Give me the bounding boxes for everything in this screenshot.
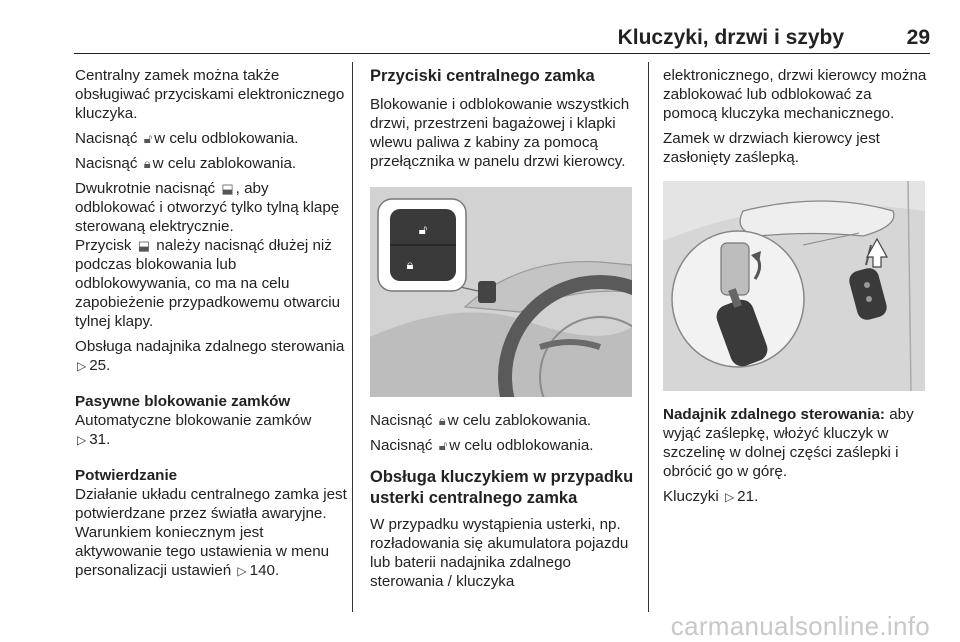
column-3 — [663, 66, 928, 513]
paragraph: Kluczyki ▷ 21. — [663, 488, 759, 505]
key-cover-removal-illustration — [663, 181, 925, 391]
section-title: Obsługa kluczykiem w przypadku usterki centralnego zamka — [370, 468, 634, 507]
paragraph: elektronicznego, drzwi kierowcy można zablokować lub odblokować za pomocą kluczyka mechanicznego. — [663, 67, 927, 122]
paragraph: Nacisnąć 🔒︎ w celu zablokowania. — [75, 155, 297, 172]
page-number: 29 — [906, 26, 930, 49]
reference-arrow-icon: ▷ — [77, 359, 87, 373]
section-title: Przyciski centralnego zamka — [370, 67, 595, 85]
header-rule — [74, 53, 930, 54]
paragraph: W przypadku wystąpienia usterki, np. rozładowania się akumulatora pojazdu lub baterii nadajnika zdalnego sterowania / kluczyka — [370, 516, 629, 590]
paragraph: Nadajnik zdalnego sterowania: aby wyjąć zaślepkę, włożyć kluczyk w szczelinę w dolnej części zaślepki i obrócić go w górę. — [663, 406, 914, 480]
page-reference[interactable]: 25. — [89, 357, 111, 374]
paragraph: Obsługa nadajnika zdalnego sterowania ▷ 25. — [75, 338, 345, 374]
paragraph: Dwukrotnie nacisnąć ⬓ , aby odblokować i otworzyć tylko tylną klapę sterowaną elektrycznie. Przycisk ⬓ należy nacisnąć dłużej niż podczas blokowania lub odblokowywania, co ma na celu zapobieżenie przypadkowemu otwarciu tylnej klapy. — [75, 180, 341, 330]
paragraph: Nacisnąć 🔓︎ w celu odblokowania. — [370, 437, 594, 454]
reference-arrow-icon: ▷ — [724, 490, 735, 504]
paragraph: Zamek w drzwiach kierowcy jest zasłonięty zaślepką. — [663, 130, 880, 166]
column-2 — [370, 66, 640, 597]
paragraph: Nacisnąć 🔓︎ w celu odblokowania. — [75, 130, 299, 147]
page-reference[interactable]: 31. — [89, 431, 111, 448]
tailgate-icon: ⬓ — [137, 238, 151, 253]
watermark: carmanualsonline.info — [670, 611, 930, 641]
column-divider-1 — [352, 62, 353, 612]
svg-text:🔓︎: 🔓︎ — [418, 223, 428, 238]
page-header — [74, 20, 930, 54]
open-padlock-icon: 🔓︎ — [438, 438, 448, 453]
open-padlock-icon: 🔓︎ — [143, 131, 153, 146]
closed-padlock-icon: 🔒︎ — [438, 413, 446, 428]
paragraph: Działanie układu centralnego zamka jest potwierdzane przez światła awaryjne. Warunkiem koniecznym jest aktywowanie tego ustawienia w menu personalizacji ustawień ▷ 140. — [75, 486, 347, 579]
paragraph: Centralny zamek można także obsługiwać przyciskami elektronicznego kluczyka. — [75, 67, 345, 122]
reference-arrow-icon: ▷ — [237, 564, 247, 578]
door-lock-switch-illustration — [370, 187, 632, 397]
page-reference[interactable]: 21. — [737, 488, 759, 505]
paragraph: Nacisnąć 🔒︎ w celu zablokowania. — [370, 412, 592, 429]
column-1 — [75, 66, 347, 587]
header-title: Kluczyki, drzwi i szyby — [617, 26, 844, 49]
page-reference[interactable]: 140. — [249, 562, 280, 579]
paragraph: Automatyczne blokowanie zamków ▷ 31. — [75, 412, 312, 448]
closed-padlock-icon: 🔒︎ — [143, 156, 151, 171]
tailgate-icon: ⬓ — [221, 181, 234, 196]
subheading: Pasywne blokowanie zamków — [75, 393, 291, 410]
column-divider-2 — [648, 62, 649, 612]
subheading: Potwierdzanie — [75, 467, 178, 484]
svg-text:🔒︎: 🔒︎ — [406, 258, 414, 273]
paragraph: Blokowanie i odblokowanie wszystkich drzwi, przestrzeni bagażowej i klapki wlewu paliwa z kabiny za pomocą przełącznika w panelu drzwi kierowcy. — [370, 96, 630, 170]
reference-arrow-icon: ▷ — [77, 433, 87, 447]
